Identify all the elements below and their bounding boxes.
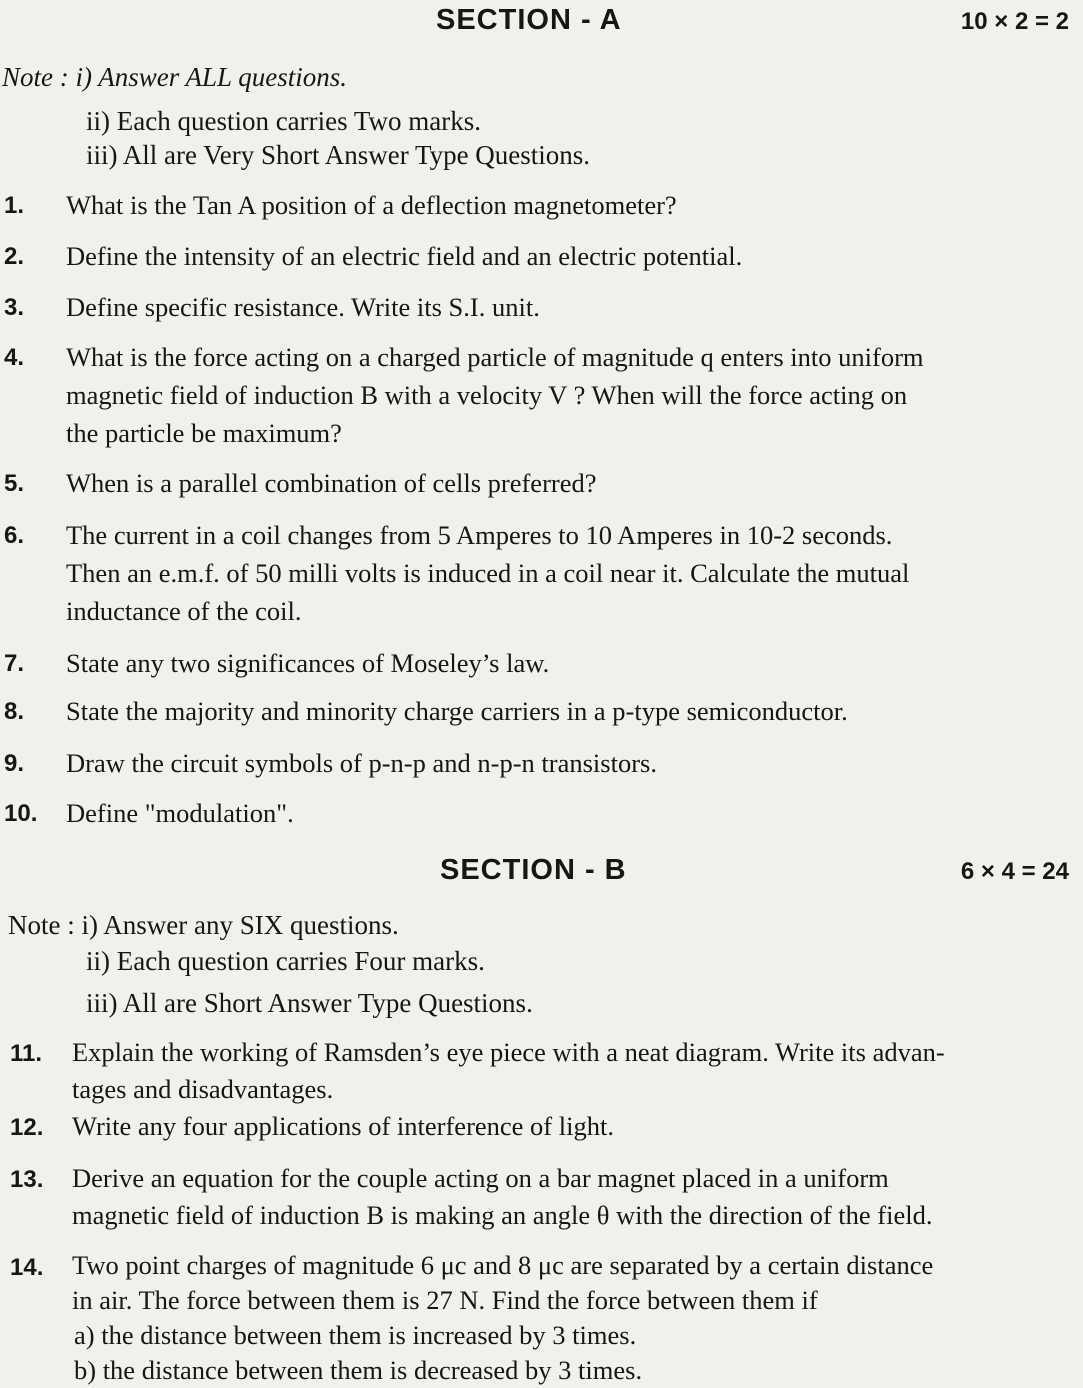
note-2: ii) Each question carries Two marks. <box>86 106 481 136</box>
note-3: iii) All are Short Answer Type Questions. <box>86 988 533 1018</box>
question-line: What is the force acting on a charged particle of magnitude q enters into uniform <box>66 342 924 372</box>
question-number: 10. <box>4 800 38 827</box>
question-text <box>72 1160 1079 1234</box>
question-text <box>66 338 1077 452</box>
section-a-marks: 10 × 2 = 2 <box>960 8 1069 35</box>
section-b-header <box>0 854 1083 894</box>
section-b-note <box>8 908 399 942</box>
question-line: magnetic field of induction B with a velocity V ? When will the force acting on <box>66 380 908 410</box>
question-number: 6. <box>4 522 25 549</box>
question-number: 1. <box>4 192 25 219</box>
note-2: ii) Each question carries Four marks. <box>86 946 485 976</box>
question-number: 9. <box>4 750 25 777</box>
question-line: Then an e.m.f. of 50 milli volts is induced in a coil near it. Calculate the mutual <box>66 558 910 588</box>
question-number: 4. <box>4 344 25 371</box>
question-number: 12. <box>10 1114 44 1141</box>
question-number: 2. <box>4 243 25 270</box>
question-number: 5. <box>4 470 25 497</box>
question-text: Draw the circuit symbols of p-n-p and n-p-n transistors. <box>66 748 657 778</box>
question-subpart-a: a) the distance between them is increased by 3 times. <box>74 1320 637 1350</box>
question-text: Define the intensity of an electric field and an electric potential. <box>66 241 743 271</box>
question-number: 8. <box>4 698 25 725</box>
section-a-note <box>2 60 347 94</box>
question-text: What is the Tan A position of a deflection magnetometer? <box>66 190 677 220</box>
question-line: in air. The force between them is 27 N. Find the force between them if <box>72 1285 818 1315</box>
question-text <box>66 516 1077 630</box>
question-text <box>72 1034 1079 1108</box>
question-line: Derive an equation for the couple acting on a bar magnet placed in a uniform <box>72 1163 889 1193</box>
question-line: magnetic field of induction B is making an angle θ with the direction of the field. <box>72 1200 933 1230</box>
question-text: State the majority and minority charge carriers in a p-type semiconductor. <box>66 696 848 726</box>
question-number: 14. <box>10 1254 44 1281</box>
question-line: Two point charges of magnitude 6 μc and 8 μc are separated by a certain distance <box>72 1250 934 1280</box>
section-b-marks: 6 × 4 = 24 <box>960 858 1069 885</box>
question-text: Write any four applications of interference of light. <box>72 1111 614 1141</box>
question-line: the particle be maximum? <box>66 418 342 448</box>
question-subpart-b: b) the distance between them is decreased by 3 times. <box>74 1355 643 1385</box>
section-a-header <box>0 4 1083 44</box>
question-number: 13. <box>10 1166 44 1193</box>
note-3: iii) All are Very Short Answer Type Questions. <box>86 140 591 170</box>
question-line: Explain the working of Ramsden’s eye piece with a neat diagram. Write its advan- <box>72 1037 945 1067</box>
question-number: 7. <box>4 650 25 677</box>
section-b-title: SECTION - B <box>440 854 627 886</box>
question-text: State any two significances of Moseley’s law. <box>66 648 550 678</box>
question-number: 11. <box>10 1040 43 1067</box>
question-line: tages and disadvantages. <box>72 1074 334 1104</box>
section-a-title: SECTION - A <box>436 4 622 36</box>
note-1: i) Answer ALL questions. <box>75 62 348 92</box>
question-text <box>72 1248 1079 1388</box>
question-line: The current in a coil changes from 5 Amperes to 10 Amperes in 10-2 seconds. <box>66 520 893 550</box>
question-text: Define specific resistance. Write its S.I. unit. <box>66 292 540 322</box>
note-label: Note : <box>8 910 75 940</box>
question-line: inductance of the coil. <box>66 596 302 626</box>
question-number: 3. <box>4 294 25 321</box>
question-text: Define "modulation". <box>66 798 294 828</box>
note-label: Note : <box>2 62 69 92</box>
question-text: When is a parallel combination of cells preferred? <box>66 468 597 498</box>
note-1: i) Answer any SIX questions. <box>81 910 399 940</box>
